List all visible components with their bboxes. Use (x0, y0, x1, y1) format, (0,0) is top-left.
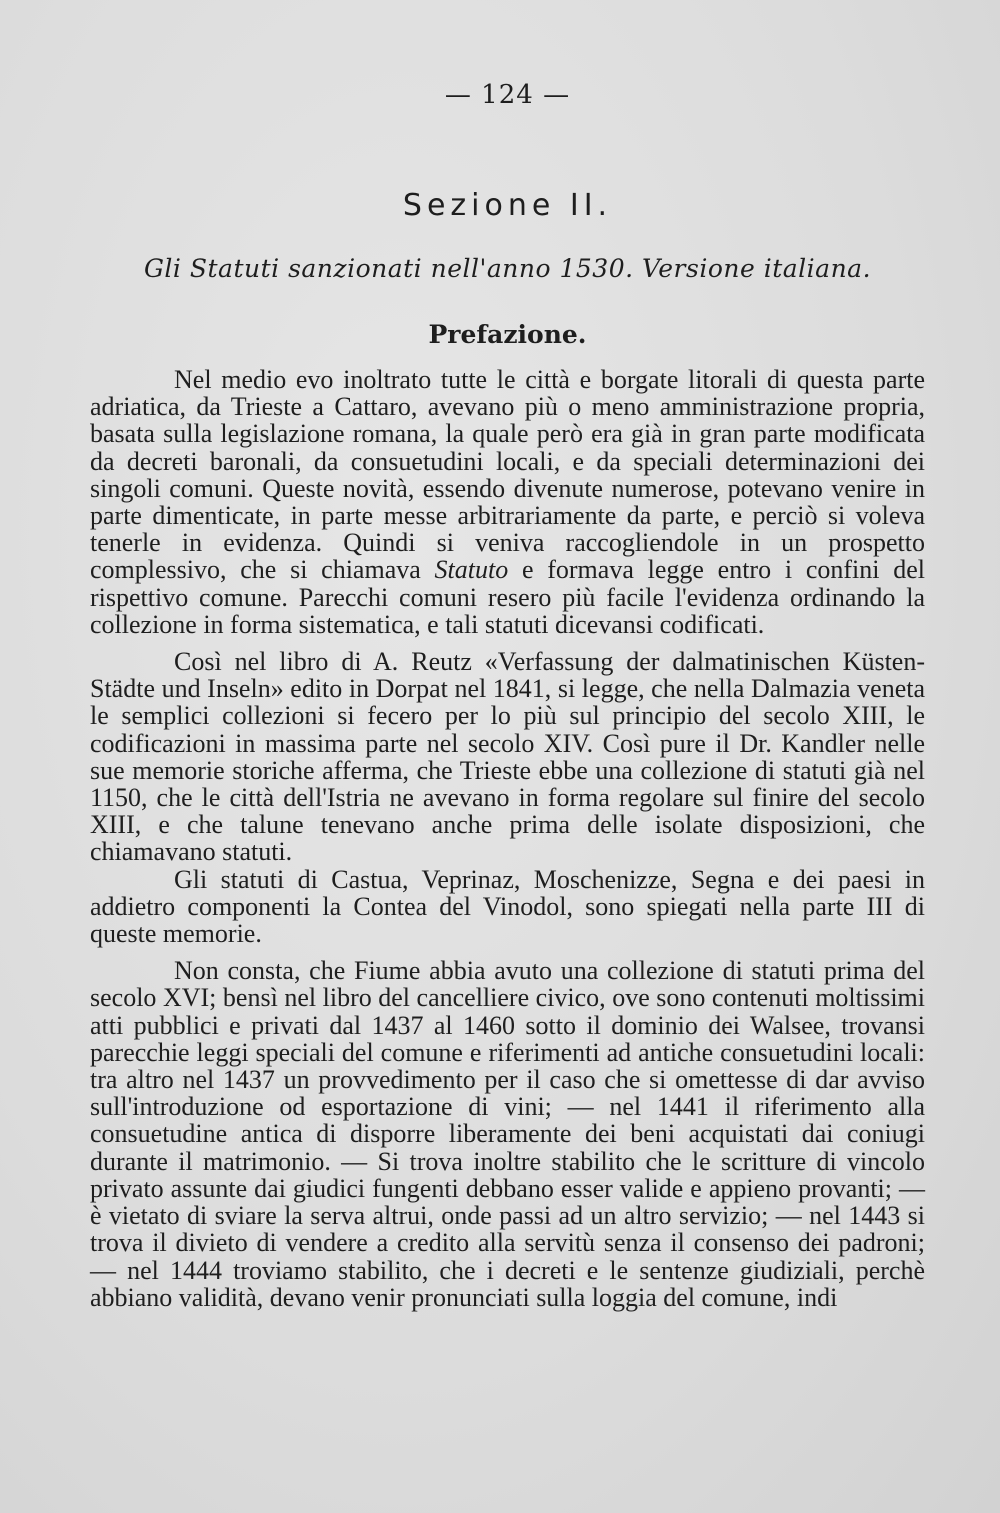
paragraph-1 (90, 366, 925, 638)
paragraph-4: Non consta, che Fiume abbia avuto una collezione di statuti prima del secolo XVI; bensì nel libro del cancelliere civico, ove sono contenuti moltissimi atti pubblici e privati dal 1437 al 1460 sotto il dominio dei Walsee, trovansi parecchie leggi speciali del comune e riferimenti ad antiche consuetudini locali: tra altro nel 1437 un provvedimento per il caso che si omettesse di dar avviso sull'introduzione od esportazione di vini; — nel 1441 il riferimento alla consuetudine antica di disporre liberamente dei beni acquistati dai coniugi durante il matrimonio. — Si trova inoltre stabilito che le scritture di vincolo privato assunte dai giudici fungenti debbano esser valide e appieno provanti; — è vietato di sviare la serva altrui, onde passi ad un altro servizio; — nel 1443 si trova il divieto di vendere a credito alla servitù senza il consenso dei padroni; — nel 1444 troviamo stabilito, che i decreti e le sentenze giudiziali, perchè abbiano validità, devano venir pronunciati sulla loggia del comune, indi (90, 956, 925, 1312)
body-text (90, 366, 925, 1311)
statuto-term: Statuto (434, 555, 509, 585)
section-heading: Sezione II. (402, 188, 613, 223)
paragraph-1-text-cont: e formava legge entro i confini del rispettivo comune. Parecchi comuni resero più facile l'evidenza ordinando la collezione in forma sistematica, e tali statuti dicevansi codificati. (90, 555, 925, 639)
paragraph-3: Gli statuti di Castua, Veprinaz, Moschenizze, Segna e dei paesi in addietro componenti la Contea del Vinodol, sono spiegati nella parte III di queste memorie. (90, 864, 925, 949)
preface-title: Prefazione. (428, 320, 587, 349)
paragraph-1-text: Nel medio evo inoltrato tutte le città e borgate litorali di questa parte adriatica, da Trieste a Cattaro, avevano più o meno amministrazione propria, basata sulla legislazione romana, la quale però era già in gran parte modificata da decreti baronali, da consuetudini locali, e da speciali determinazioni dei singoli comuni. Queste novità, essendo divenute numerose, potevano venire in parte dimenticate, in parte messe arbitrariamente da parte, e perciò si voleva tenerle in evidenza. Quindi si veniva raccogliendole in un prospetto complessivo, che si chiamava (90, 365, 925, 585)
page-number: — 124 — (444, 80, 571, 110)
section-subtitle: Gli Statuti sanzionati nell'anno 1530. Versione italiana. (143, 254, 872, 283)
paragraph-2: Così nel libro di A. Reutz «Verfassung der dalmatinischen Küsten-Städte und Inseln» edito in Dorpat nel 1841, si legge, che nella Dalmazia veneta le semplici collezioni si fecero per lo più sul principio del secolo XIII, le codificazioni in massima parte nel secolo XIV. Così pure il Dr. Kandler nelle sue memorie storiche afferma, che Trieste ebbe una collezione di statuti già nel 1150, che le città dell'Istria ne avevano in forma regolare sul finire del secolo XIII, e che talune tenevano anche prima delle isolate disposizioni, che chiamavano statuti. (90, 647, 925, 867)
